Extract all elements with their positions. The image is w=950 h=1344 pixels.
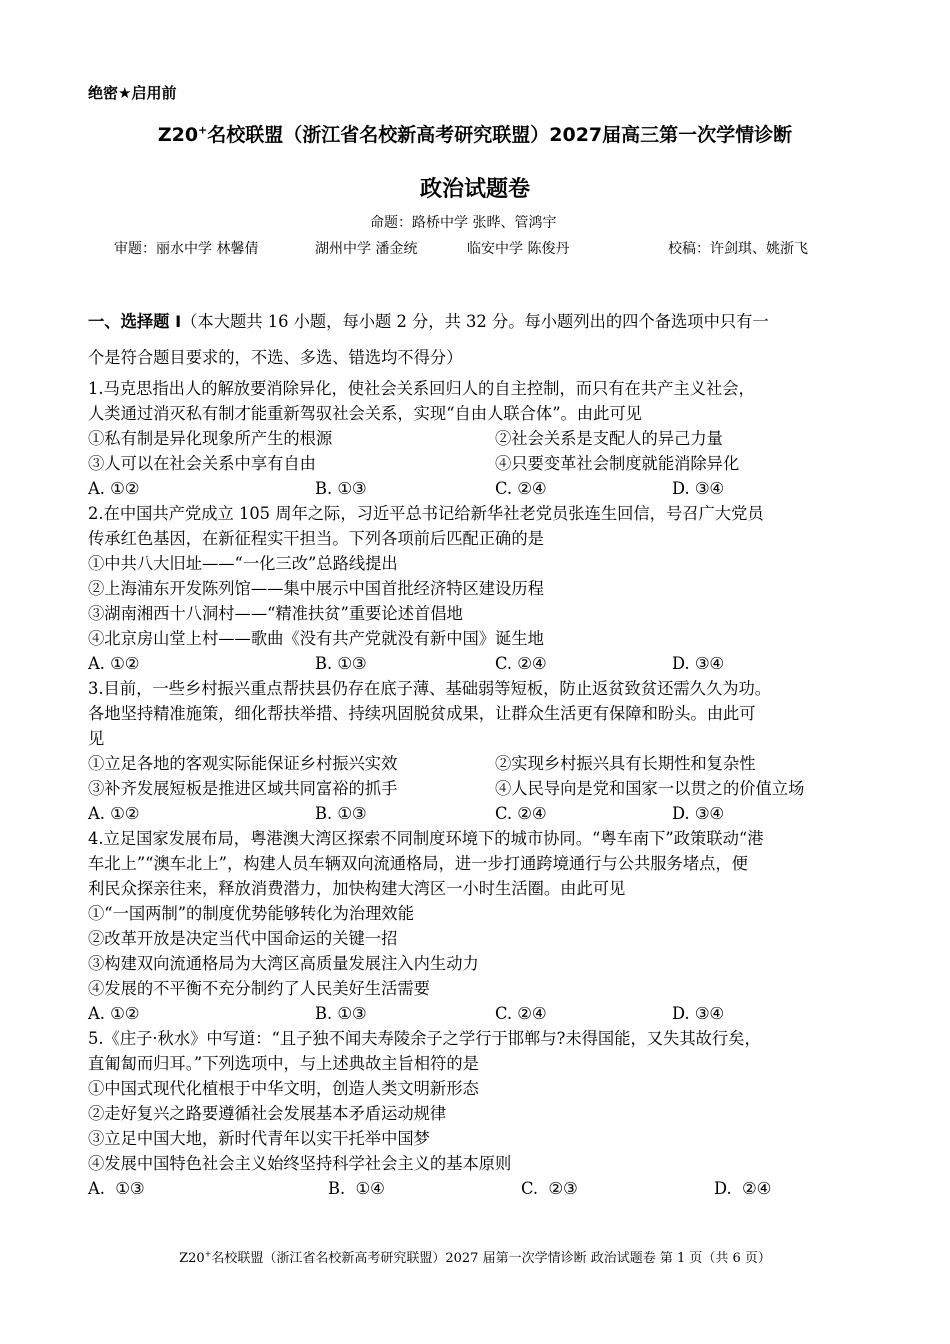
question-2 bbox=[88, 501, 868, 676]
statement-option: ②社会关系是支配人的异己力量 bbox=[495, 429, 723, 448]
statement-option: ④发展的不平衡不充分制约了人民美好生活需要 bbox=[88, 979, 430, 998]
choices-row bbox=[88, 476, 868, 501]
question-stem: 传承红色基因，在新征程实干担当。下列各项前后匹配正确的是 bbox=[88, 529, 544, 548]
choice-d: D. ②④ bbox=[714, 1179, 772, 1198]
section-title: 一、选择题 I bbox=[88, 312, 182, 331]
statement-option: ①私有制是异化现象所产生的根源 bbox=[88, 429, 333, 448]
question-stem: 5.《庄子·秋水》中写道：“且子独不闻夫寿陵余子之学行于邯郸与?未得国能，又失其故行矣， bbox=[88, 1029, 761, 1048]
footer-prefix: Z20 bbox=[179, 1251, 205, 1266]
authors-credit: 命题：路桥中学 张晔、管鸿宇 bbox=[370, 215, 557, 231]
confidential-label: 绝密★启用前 bbox=[88, 84, 177, 102]
option-row bbox=[88, 751, 868, 776]
question-stem: 2.在中国共产党成立 105 周年之际，习近平总书记给新华社老党员张连生回信，号召广大党员 bbox=[88, 504, 764, 523]
title-prefix: Z20 bbox=[157, 124, 199, 146]
choice-c: C. ②④ bbox=[495, 654, 547, 673]
statement-option: ④人民导向是党和国家一以贯之的价值立场 bbox=[495, 779, 805, 798]
section-description-cont: 个是符合题目要求的，不选、多选、错选均不得分） bbox=[88, 348, 463, 367]
questions-content bbox=[88, 304, 868, 1201]
choice-a: A. ①③ bbox=[88, 1179, 145, 1198]
choices-row bbox=[88, 651, 868, 676]
question-stem: 人类通过消灭私有制才能重新驾驭社会关系，实现“自由人联合体”。由此可见 bbox=[88, 404, 642, 423]
question-stem: 见 bbox=[88, 729, 105, 748]
choice-b: B. ①③ bbox=[315, 479, 367, 498]
choice-c: C. ②③ bbox=[521, 1179, 578, 1198]
question-5 bbox=[88, 1026, 868, 1201]
reviewer-credit: 湖州中学 潘金统 bbox=[315, 241, 418, 257]
exam-title bbox=[0, 120, 950, 147]
choice-b: B. ①③ bbox=[315, 804, 367, 823]
question-1 bbox=[88, 376, 868, 501]
choice-c: C. ②④ bbox=[495, 804, 547, 823]
choices-row bbox=[88, 1176, 868, 1201]
question-stem: 各地坚持精准施策，细化帮扶举措、持续巩固脱贫成果，让群众生活更有保障和盼头。由此可 bbox=[88, 704, 756, 723]
choice-c: C. ②④ bbox=[495, 479, 547, 498]
statement-option: ①中国式现代化植根于中华文明，创造人类文明新形态 bbox=[88, 1079, 479, 1098]
reviewer-credit: 临安中学 陈俊丹 bbox=[467, 241, 570, 257]
statement-option: ③立足中国大地，新时代青年以实干托举中国梦 bbox=[88, 1129, 430, 1148]
statement-option: ④发展中国特色社会主义始终坚持科学社会主义的基本原则 bbox=[88, 1154, 512, 1173]
statement-option: ②上海浦东开发陈列馆——集中展示中国首批经济特区建设历程 bbox=[88, 579, 544, 598]
title-rest: 名校联盟（浙江省名校新高考研究联盟）2027届高三第一次学情诊断 bbox=[207, 124, 793, 146]
question-stem: 4.立足国家发展布局，粤港澳大湾区探索不同制度环境下的城市协同。“粤车南下”政策联动“港 bbox=[88, 829, 764, 848]
choice-a: A. ①② bbox=[88, 1004, 140, 1023]
section-heading bbox=[88, 304, 868, 340]
question-stem: 3.目前，一些乡村振兴重点帮扶县仍存在底子薄、基础弱等短板，防止返贫致贫还需久久为功。 bbox=[88, 679, 772, 698]
choice-c: C. ②④ bbox=[495, 1004, 547, 1023]
statement-option: ②实现乡村振兴具有长期性和复杂性 bbox=[495, 754, 756, 773]
statement-option: ①立足各地的客观实际能保证乡村振兴实效 bbox=[88, 754, 398, 773]
statement-option: ②走好复兴之路要遵循社会发展基本矛盾运动规律 bbox=[88, 1104, 447, 1123]
choice-d: D. ③④ bbox=[672, 654, 725, 673]
section-description: （本大题共 16 小题，每小题 2 分，共 32 分。每小题列出的四个备选项中只有一 bbox=[181, 312, 769, 331]
choice-a: A. ①② bbox=[88, 654, 140, 673]
statement-option: ③人可以在社会关系中享有自由 bbox=[88, 454, 316, 473]
page-footer bbox=[0, 1247, 950, 1266]
title-superscript: + bbox=[198, 123, 208, 137]
choices-row bbox=[88, 801, 868, 826]
subject-title: 政治试题卷 bbox=[419, 177, 530, 202]
option-row bbox=[88, 426, 868, 451]
statement-option: ④北京房山堂上村——歌曲《没有共产党就没有新中国》诞生地 bbox=[88, 629, 544, 648]
statement-option: ②改革开放是决定当代中国命运的关键一招 bbox=[88, 929, 398, 948]
statement-option: ③构建双向流通格局为大湾区高质量发展注入内生动力 bbox=[88, 954, 479, 973]
option-row bbox=[88, 776, 868, 801]
statement-option: ③补齐发展短板是推进区域共同富裕的抓手 bbox=[88, 779, 398, 798]
question-stem: 1.马克思指出人的解放要消除异化，使社会关系回归人的自主控制，而只有在共产主义社会， bbox=[88, 379, 755, 398]
question-stem: 利民众探亲往来，释放消费潜力，加快构建大湾区一小时生活圈。由此可见 bbox=[88, 879, 626, 898]
question-3 bbox=[88, 676, 868, 826]
choice-a: A. ①② bbox=[88, 479, 140, 498]
option-row bbox=[88, 451, 868, 476]
statement-option: ①“一国两制”的制度优势能够转化为治理效能 bbox=[88, 904, 414, 923]
reviewer-credit: 审题：丽水中学 林馨倩 bbox=[114, 241, 259, 257]
statement-option: ④只要变革社会制度就能消除异化 bbox=[495, 454, 740, 473]
choice-b: B. ①③ bbox=[315, 654, 367, 673]
choice-b: B. ①③ bbox=[315, 1004, 367, 1023]
choices-row bbox=[88, 1001, 868, 1026]
choice-b: B. ①④ bbox=[328, 1179, 385, 1198]
footer-text: 名校联盟（浙江省名校新高考研究联盟）2027 届第一次学情诊断 政治试题卷 第 1 页（共 6 页） bbox=[211, 1251, 771, 1266]
footer-superscript: + bbox=[204, 1249, 212, 1259]
proofreader-credit: 校稿：许剑琪、姚浙飞 bbox=[668, 241, 808, 257]
question-stem: 车北上”“澳车北上”，构建人员车辆双向流通格局，进一步打通跨境通行与公共服务堵点，便 bbox=[88, 854, 748, 873]
question-stem: 直匍匐而归耳。”下列选项中，与上述典故主旨相符的是 bbox=[88, 1054, 479, 1073]
question-4 bbox=[88, 826, 868, 1026]
choice-d: D. ③④ bbox=[672, 804, 725, 823]
choice-d: D. ③④ bbox=[672, 479, 725, 498]
choice-a: A. ①② bbox=[88, 804, 140, 823]
statement-option: ①中共八大旧址——“一化三改”总路线提出 bbox=[88, 554, 398, 573]
choice-d: D. ③④ bbox=[672, 1004, 725, 1023]
statement-option: ③湖南湘西十八洞村——“精准扶贫”重要论述首倡地 bbox=[88, 604, 463, 623]
